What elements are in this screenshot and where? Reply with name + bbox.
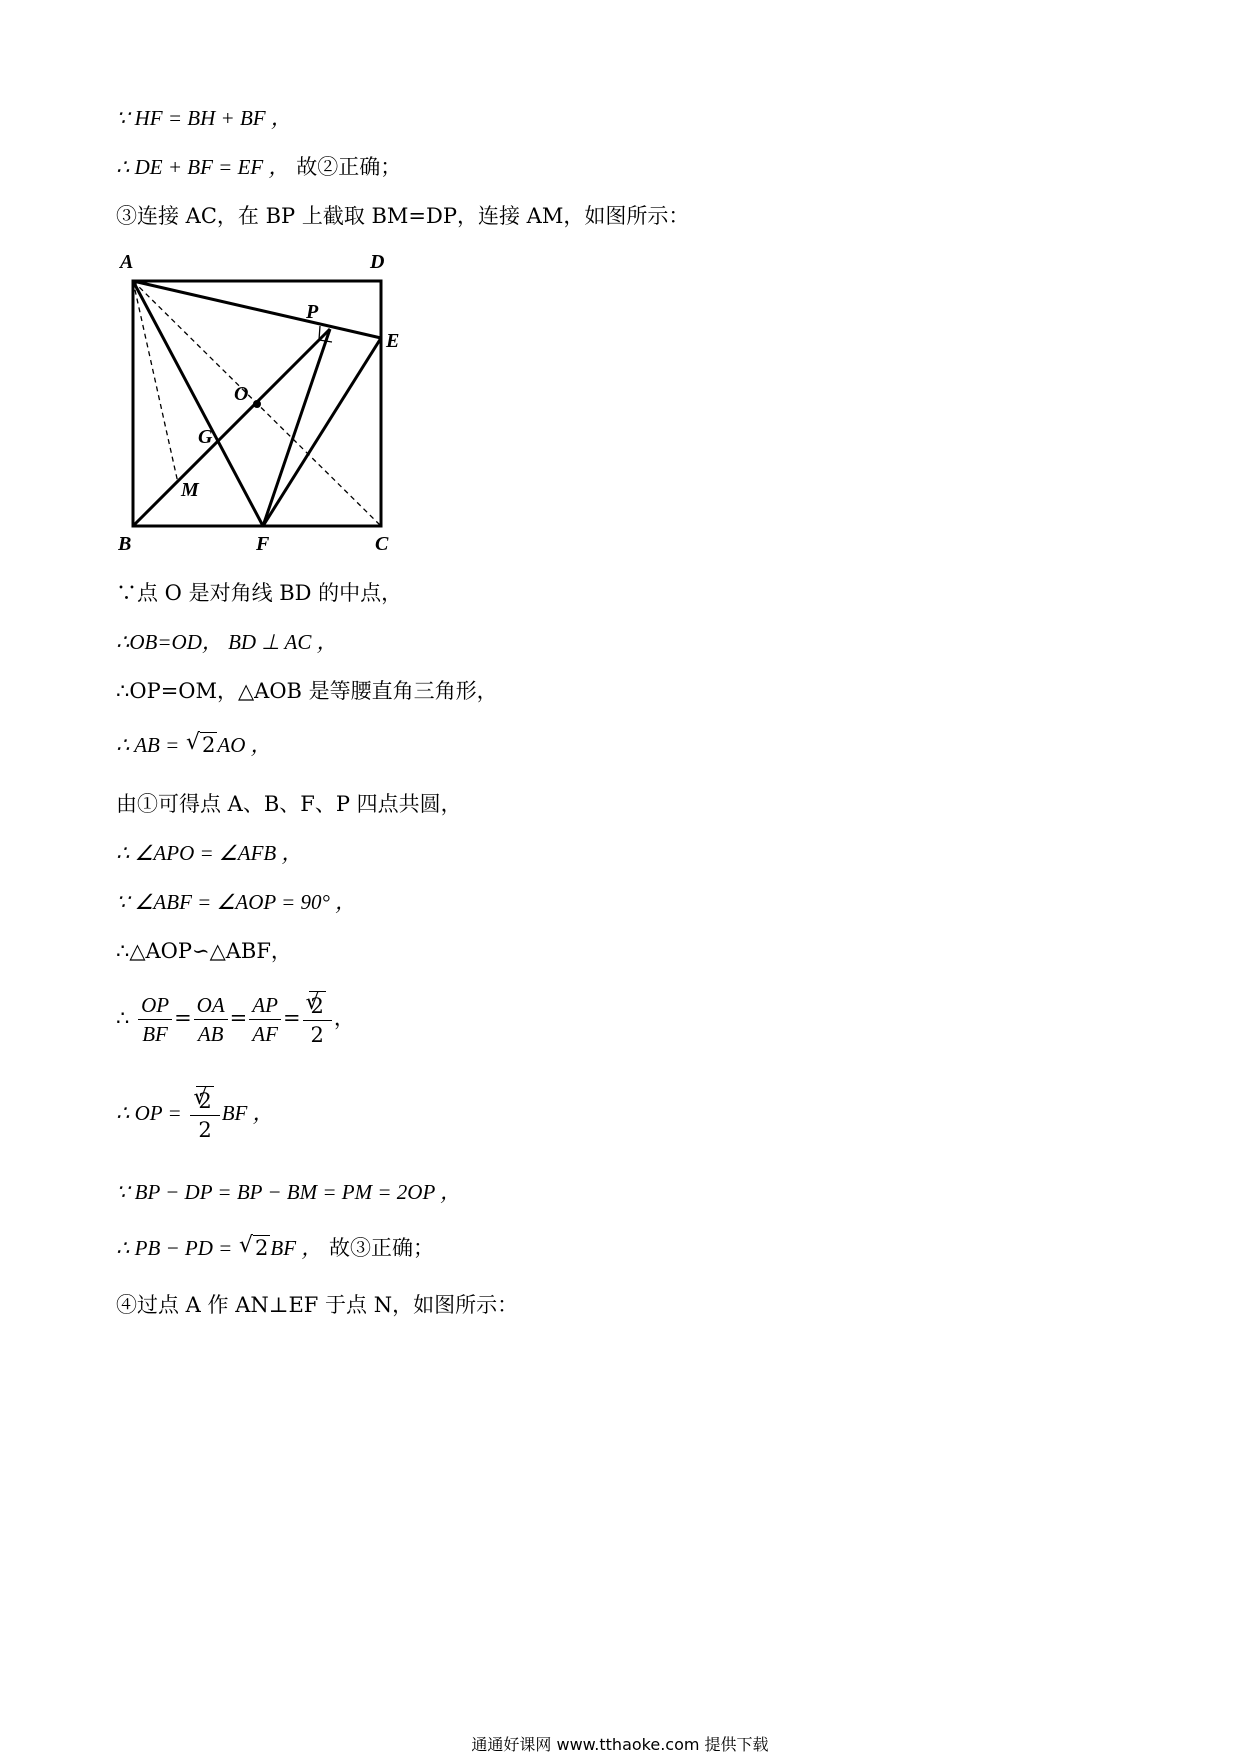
line-hf: ∵ HF = BH + BF ， xyxy=(116,106,292,130)
label-f: F xyxy=(256,533,270,555)
label-g: G xyxy=(198,426,213,448)
segment-ae xyxy=(133,281,381,338)
fraction-op-bf: $\frac{OP}{BF}$ xyxy=(138,991,172,1048)
geometry-figure xyxy=(118,248,418,566)
line-angle-abf: ∵ ∠ABF = ∠AOP = 90° ， xyxy=(116,890,357,914)
line-step3-intro: ③连接 AC，在 BP 上截取 BM=DP，连接 AM，如图所示： xyxy=(116,204,690,228)
line-similar: ∴△AOP∽△ABF， xyxy=(116,939,292,963)
line-ratio: ∴ $\frac{OP}{BF}$ = $\frac{OA}{AB}$ = $\frac{AP}{AF}$ = √ $\frac{2}{2}$ ， xyxy=(116,988,355,1049)
line-angle-apo: ∴ ∠APO = ∠AFB ， xyxy=(116,841,303,865)
label-b: B xyxy=(118,533,132,555)
segment-am xyxy=(133,281,178,483)
fraction-sqrt2-2: √ $\frac{2}{2}$ xyxy=(190,1086,219,1144)
segment-fp xyxy=(263,329,330,526)
segment-fe xyxy=(263,338,381,526)
fraction-oa-ab: $\frac{OA}{AB}$ xyxy=(194,991,228,1048)
line-ob-od: ∴OB=OD， BD ⊥ AC ， xyxy=(116,630,338,654)
footer-source: 通通好课网 www.tthaoke.com 提供下载 xyxy=(471,1735,769,1754)
line-pb-pd: ∴ PB − PD = √ 2BF ， 故③正确； xyxy=(116,1233,434,1263)
label-e: E xyxy=(386,330,400,352)
segment-bp xyxy=(133,329,330,526)
label-o: O xyxy=(234,383,249,405)
fraction-ap-af: $\frac{AP}{AF}$ xyxy=(249,991,281,1048)
sqrt-symbol: √ 2 xyxy=(239,1233,270,1263)
line-de-bf-ef: ∴ DE + BF = EF ， 故②正确； xyxy=(116,155,402,179)
line-op-om: ∴OP=OM，△AOB 是等腰直角三角形， xyxy=(116,679,498,703)
line-op-bf: ∴ OP = √ $\frac{2}{2}$ BF ， xyxy=(116,1083,274,1144)
label-a: A xyxy=(120,251,134,273)
line-o-midpoint: ∵点 O 是对角线 BD 的中点， xyxy=(116,581,403,605)
label-p: P xyxy=(306,301,319,323)
label-d: D xyxy=(370,251,385,273)
line-bp-dp: ∵ BP − DP = BP − BM = PM = 2OP ， xyxy=(116,1180,462,1204)
point-o xyxy=(253,400,261,408)
line-step4-intro: ④过点 A 作 AN⊥EF 于点 N，如图所示： xyxy=(116,1293,519,1317)
sqrt-symbol: √ 2 xyxy=(186,730,217,760)
fraction-sqrt2-2: √ $\frac{2}{2}$ xyxy=(303,991,332,1049)
line-ab-ao: ∴ AB = √ 2AO ， xyxy=(116,730,272,760)
label-c: C xyxy=(375,533,389,555)
label-m: M xyxy=(181,479,199,501)
line-concyclic: 由①可得点 A、B、F、P 四点共圆， xyxy=(116,792,462,816)
